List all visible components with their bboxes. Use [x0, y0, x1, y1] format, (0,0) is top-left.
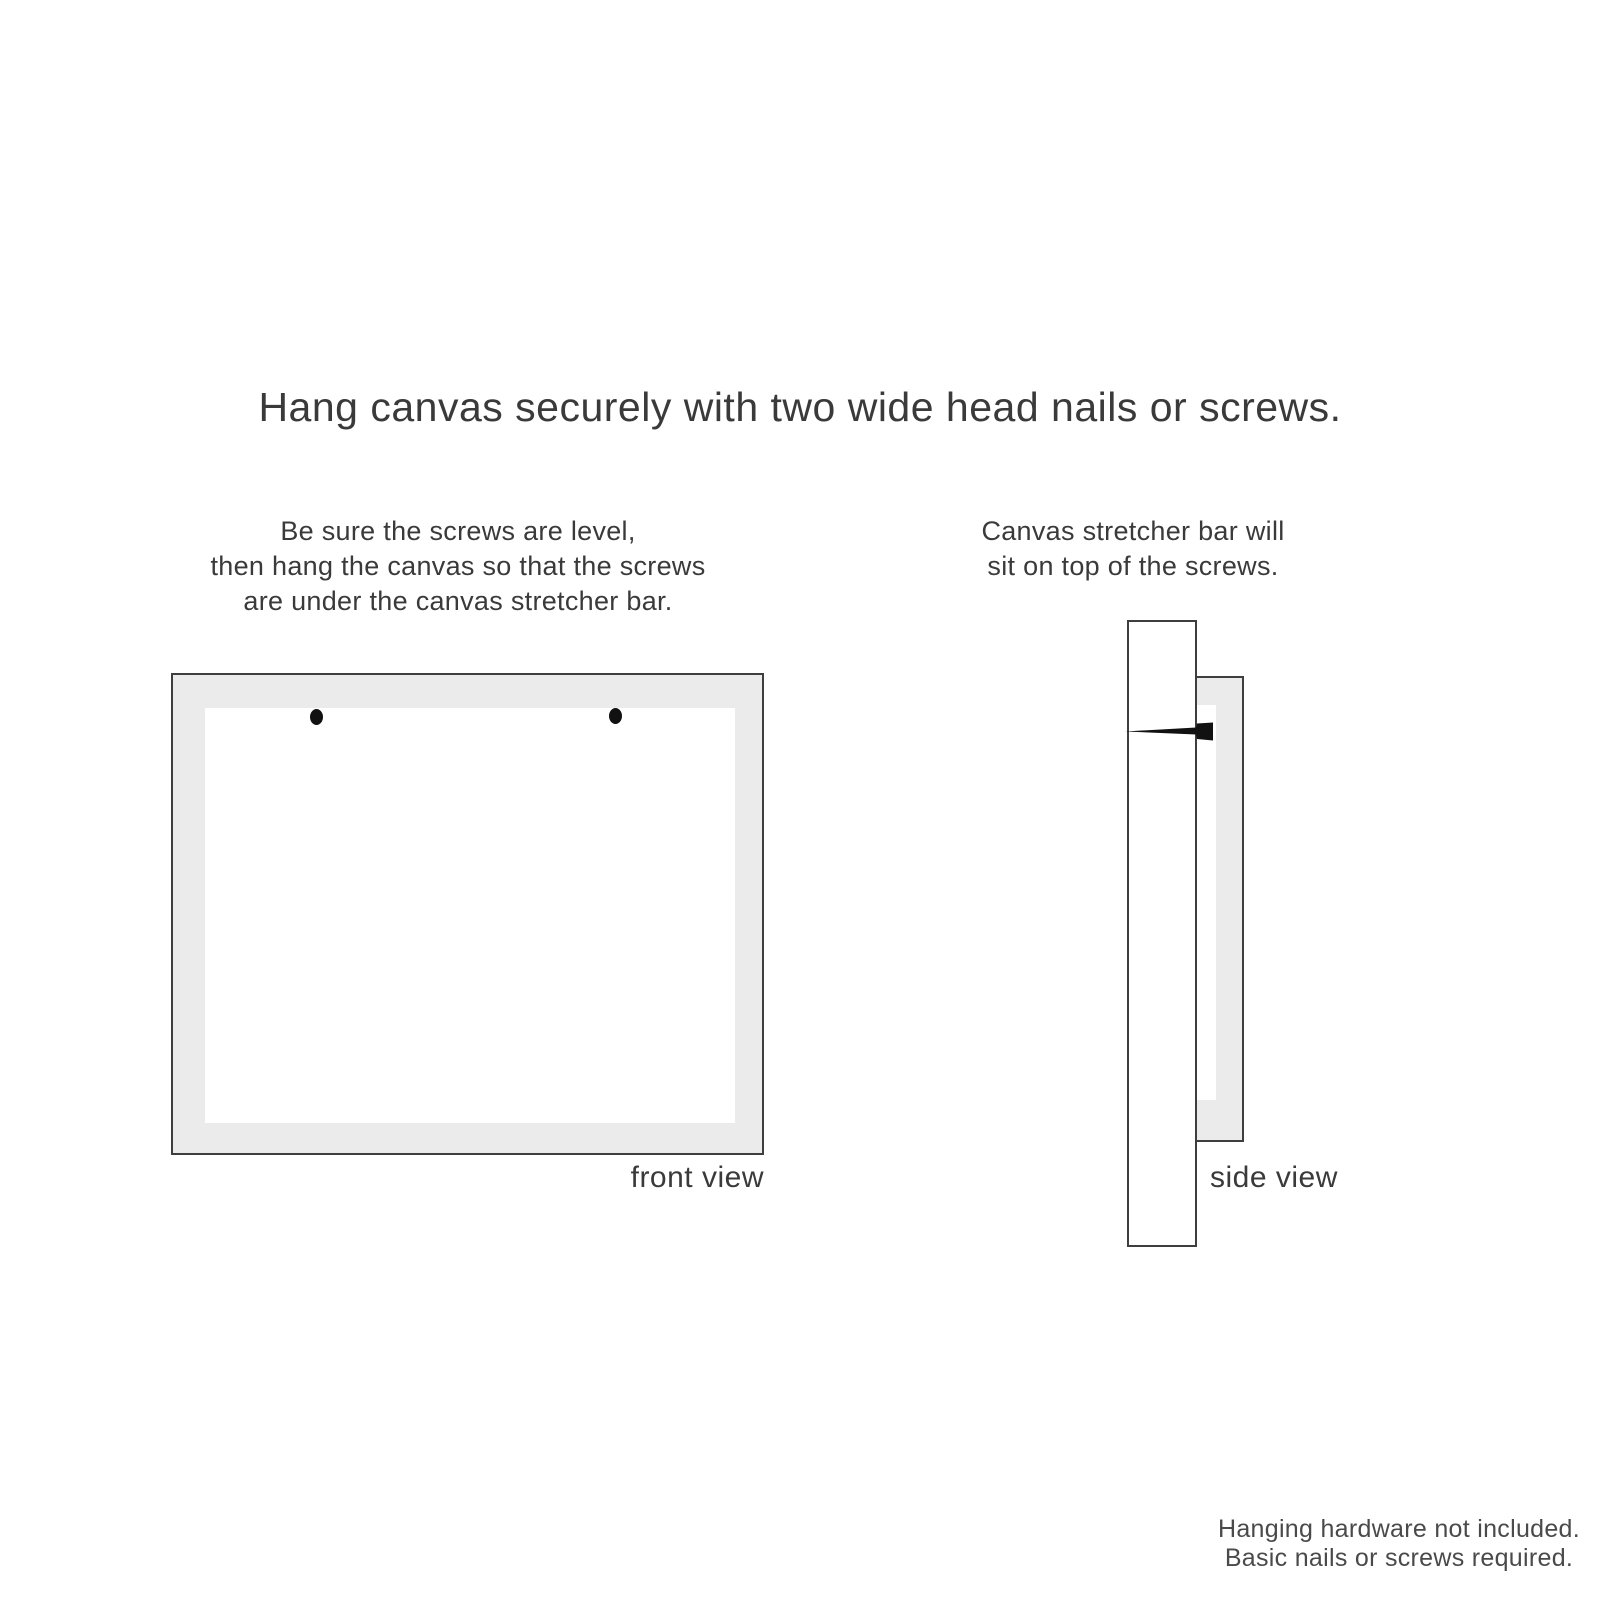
- side-view-canvas-recess: [1197, 705, 1216, 1100]
- footnote-line: Basic nails or screws required.: [1224, 1544, 1574, 1572]
- nail-head-dot-right: [609, 708, 622, 724]
- front-view-label: front view: [630, 1161, 764, 1194]
- front-view-caption: [158, 514, 758, 619]
- nail-shape: [1125, 723, 1213, 741]
- front-view-canvas-interior: [205, 708, 735, 1123]
- footnote: [1199, 1515, 1599, 1573]
- caption-line: are under the canvas stretcher bar.: [243, 586, 673, 616]
- caption-line: Be sure the screws are level,: [280, 516, 636, 546]
- page-title: Hang canvas securely with two wide head nails or screws.: [258, 384, 1342, 430]
- caption-line: Canvas stretcher bar will: [981, 516, 1285, 546]
- side-view-label: side view: [1210, 1161, 1338, 1194]
- side-view-caption: [883, 514, 1383, 584]
- caption-line: then hang the canvas so that the screws: [210, 551, 706, 581]
- footnote-line: Hanging hardware not included.: [1217, 1515, 1580, 1543]
- nail-head-dot-left: [310, 709, 323, 725]
- caption-line: sit on top of the screws.: [987, 551, 1279, 581]
- nail-icon: [1118, 714, 1220, 746]
